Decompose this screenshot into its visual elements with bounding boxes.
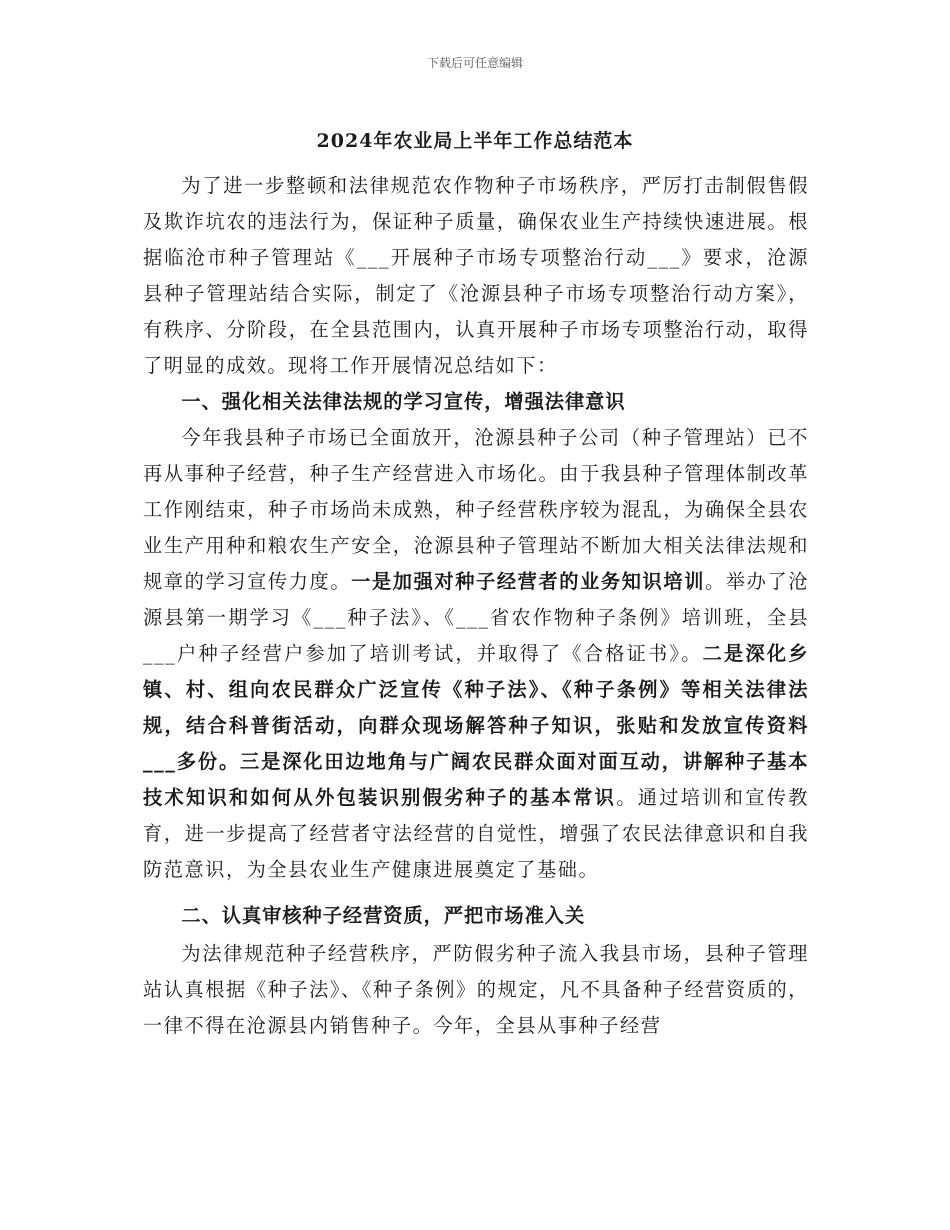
section-2-paragraph: 为法律规范种子经营秩序，严防假劣种子流入我县市场，县种子管理站认真根据《种子法》、《种子条例》的规定，凡不具备种子经营资质的，一律不得在沧源县内销售种子。今年，全县从事种子经营 xyxy=(143,942,809,1037)
page-header-note: 下载后可任意编辑 xyxy=(426,56,523,70)
intro-paragraph: 为了进一步整顿和法律规范农作物种子市场秩序，严厉打击制假售假及欺诈坑农的违法行为，保证种子质量，确保农业生产持续快速进展。根据临沧市种子管理站《___开展种子市场专项整治行动___》要求，沧源县种子管理站结合实际，制定了《沧源县种子市场专项整治行动方案》，有秩序、分阶段，在全县范围内，认真开展种子市场专项整治行动，取得了明显的成效。现将工作开展情况总结如下： xyxy=(143,174,809,377)
section-1-text-2: 。举办了沧源县第一期学习《___种子法》、《___省农作物种子条例》培训班，全县___户种子经营户参加了培训考试，并取得了《合格证书》。 xyxy=(143,570,810,665)
section-1-paragraph xyxy=(143,420,809,888)
section-1-text-1: 今年我县种子市场已全面放开，沧源县种子公司（种子管理站）已不再从事种子经营，种子生产经营进入市场化。由于我县种子管理体制改革工作刚结束，种子市场尚未成熟，种子经营秩序较为混乱，为确保全县农业生产用种和粮农生产安全，沧源县种子管理站不断加大相关法律法规和规章的学习宣传力度。 xyxy=(143,426,809,593)
section-1-bold-1: 一是加强对种子经营者的业务知识培训 xyxy=(351,570,706,593)
section-1-bold-2: 二是深化乡镇、村、组向农民群众广泛宣传《种子法》、《种子条例》等相关法律法规，结合科普街活动，向群众现场解答种子知识，张贴和发放宣传资料___多份。三是深化田边地角与广阔农民群众面对面互动，讲解种子基本技术知识和如何从外包装识别假劣种子的基本常识 xyxy=(143,642,809,809)
document-body xyxy=(143,168,809,1044)
section-2-heading: 二、认真审核种子经营资质，严把市场准入关 xyxy=(181,904,586,927)
section-1-text-3: 。通过培训和宣传教育，进一步提高了经营者守法经营的自觉性，增强了农民法律意识和自我防范意识，为全县农业生产健康进展奠定了基础。 xyxy=(143,786,809,881)
section-1-heading: 一、强化相关法律法规的学习宣传，增强法律意识 xyxy=(181,390,626,413)
document-title: 2024年农业局上半年工作总结范本 xyxy=(316,130,634,152)
